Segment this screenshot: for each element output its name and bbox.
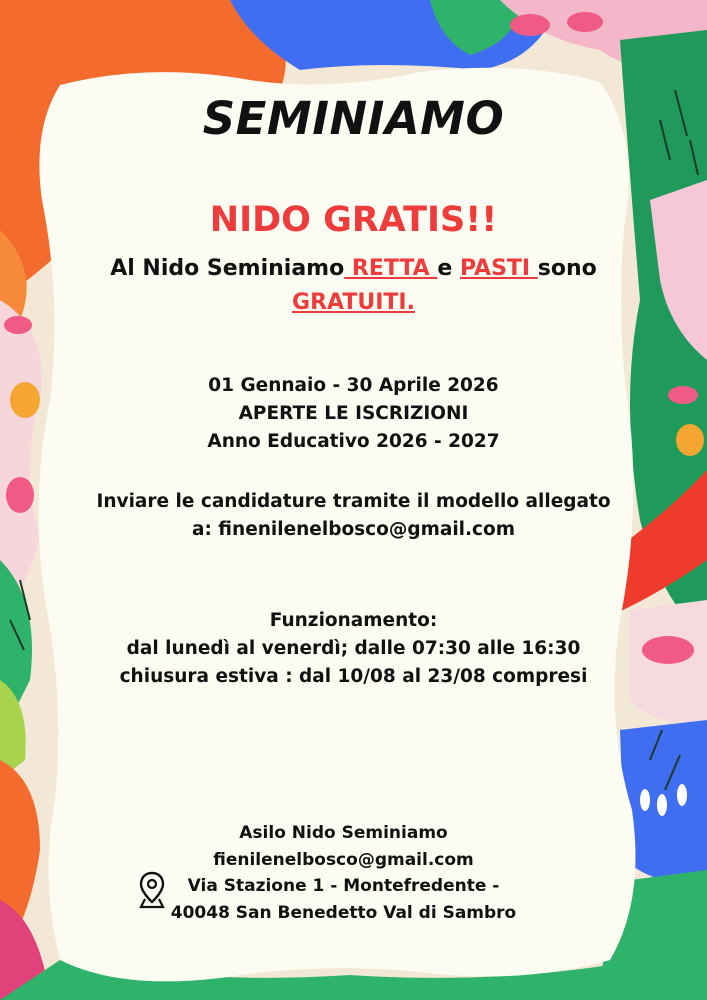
subline-gratuiti [0,290,707,315]
footer-city: 40048 San Benedetto Val di Sambro [170,902,517,923]
subline-text [0,256,707,281]
enrollment-open: APERTE LE ISCRIZIONI [238,403,469,424]
enrollment-dates [0,372,707,456]
retta-word: RETTA [344,256,438,281]
headline: NIDO GRATIS!! [209,200,498,240]
operation-heading: Funzionamento: [269,610,438,631]
footer-name: Asilo Nido Seminiamo [239,823,448,843]
footer-street: Via Stazione 1 - Montefredente - [187,876,500,896]
footer-email: fienilenelbosco@gmail.com [213,849,474,870]
subline-prefix: Al Nido Seminiamo [110,256,345,281]
gratuiti-word: GRATUITI. [292,290,415,315]
send-email: a: finenilenelbosco@gmail.com [191,519,516,540]
operation-hours: dal lunedì al venerdì; dalle 07:30 alle 16:30 [126,638,581,659]
summer-closure: chiusura estiva : dal 10/08 al 23/08 compresi [119,666,588,687]
operation-info [0,607,707,691]
application-instructions [0,488,707,544]
subline-suffix: sono [537,256,597,281]
pasti-word: PASTI [459,256,538,281]
school-year: Anno Educativo 2026 - 2027 [207,431,500,452]
page-title: SEMINIAMO [202,92,505,145]
contact-footer [0,820,697,926]
subline-middle: e [437,256,460,281]
send-line: Inviare le candidature tramite il modello allegato [96,491,611,512]
date-range: 01 Gennaio - 30 Aprile 2026 [208,375,499,396]
